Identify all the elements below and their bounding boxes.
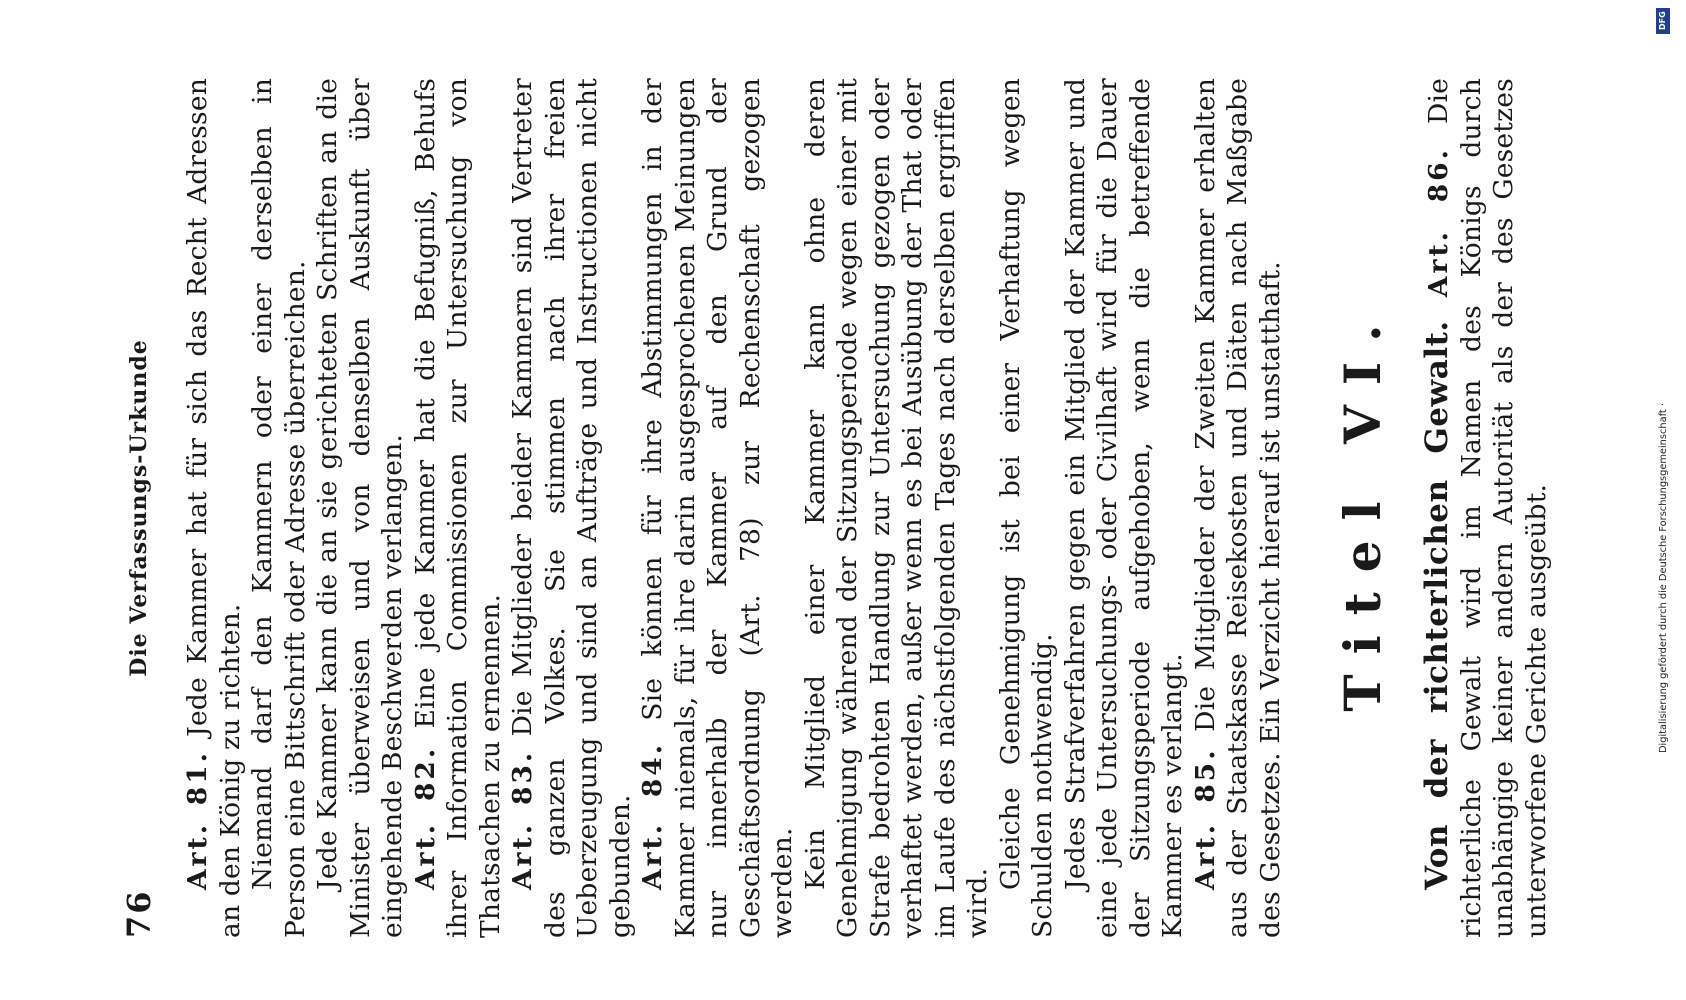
- paragraph-text: Die Mitglieder der Zweiten Kammer erhalten aus der Staatskasse Reisekosten und Diäten nach Maßgabe des Gesetzes. Ein Verzicht hierauf ist unstatthaft.: [1189, 77, 1286, 938]
- page-number: 76: [120, 889, 158, 938]
- paragraph-art-83: [507, 78, 637, 938]
- article-number: Art. 86.: [1423, 147, 1454, 298]
- credit-text: Digitalisierung gefördert durch die Deutsche Forschungsgemeinschaft ·: [1658, 403, 1669, 753]
- paragraph: Jedes Strafverfahren gegen ein Mitglied der Kammer und eine jede Untersuchungs- oder Civilhaft wird für die Dauer der Sitzungsperiode aufgehoben, wenn die betreffende Kammer es verlangt.: [1059, 78, 1188, 938]
- paragraph-art-81: [182, 78, 247, 938]
- paragraph: Gleiche Genehmigung ist bei einer Verhaftung wegen Schulden nothwendig.: [994, 78, 1058, 938]
- paragraph-text: Die Mitglieder beider Kammern sind Vertreter des ganzen Volkes. Sie stimmen nach ihrer freien Ueberzeugung und sind an Aufträge und Instructionen nicht gebunden.: [507, 78, 636, 938]
- paragraph-text: Sie können für ihre Abstimmungen in der Kammer niemals, für ihre darin ausgesprochenen Meinungen nur innerhalb der Kammer auf den Grund der Geschäftsordnung (Art. 78) zur Rechenschaft gezogen werden.: [637, 77, 798, 938]
- paragraph: Niemand darf den Kammern oder einer derselben in Person eine Bittschrift oder Adresse überreichen.: [247, 78, 311, 938]
- article-number: Art. 82.: [409, 745, 441, 890]
- paragraph-text: Jede Kammer hat für sich das Recht Adressen an den König zu richten.: [182, 77, 246, 938]
- article-text: [182, 78, 1287, 938]
- paragraph: Jede Kammer kann die an sie gerichteten Schriften an die Minister überweisen und von denselben Auskunft über eingehende Beschwerden verlangen.: [312, 78, 408, 938]
- running-head: [120, 78, 160, 938]
- article-number: Art. 81.: [182, 750, 213, 890]
- article-number: Art. 84.: [637, 742, 668, 890]
- paragraph-text: Die richterliche Gewalt wird im Namen des Königs durch unabhängige keiner andern Autorität als der des Gesetzes unterworfene Gerichte ausgeübt.: [1423, 77, 1552, 938]
- paragraph-art-82: [410, 78, 508, 938]
- section-title: Titel VI.: [1333, 304, 1392, 712]
- paragraph-art-85: [1190, 78, 1288, 938]
- article-number: Art. 83.: [507, 749, 538, 890]
- running-head-title: Die Verfassungs-Urkunde: [126, 339, 152, 677]
- paragraph-art-84: [637, 78, 800, 938]
- paragraph-text: Eine jede Kammer hat die Befugniß, Behufs ihrer Information Commissionen zur Untersuchung von Thatsachen zu ernennen.: [409, 78, 506, 938]
- paragraph: Kein Mitglied einer Kammer kann ohne deren Genehmigung während der Sitzungsperiode wegen einer mit Strafe bedrohten Handlung zur Untersuchung gezogen oder verhaftet werden, außer wenn es bei Ausübung der That oder im Laufe des nächstfolgenden Tages nach derselben ergriffen wird.: [799, 78, 993, 938]
- book-page: [120, 77, 1552, 938]
- article-number: Art. 85.: [1189, 747, 1221, 890]
- paragraph-art-86: [1421, 78, 1553, 938]
- section-heading: Von der richterlichen Gewalt.: [1419, 320, 1455, 890]
- dfg-logo: DFG: [1656, 8, 1670, 34]
